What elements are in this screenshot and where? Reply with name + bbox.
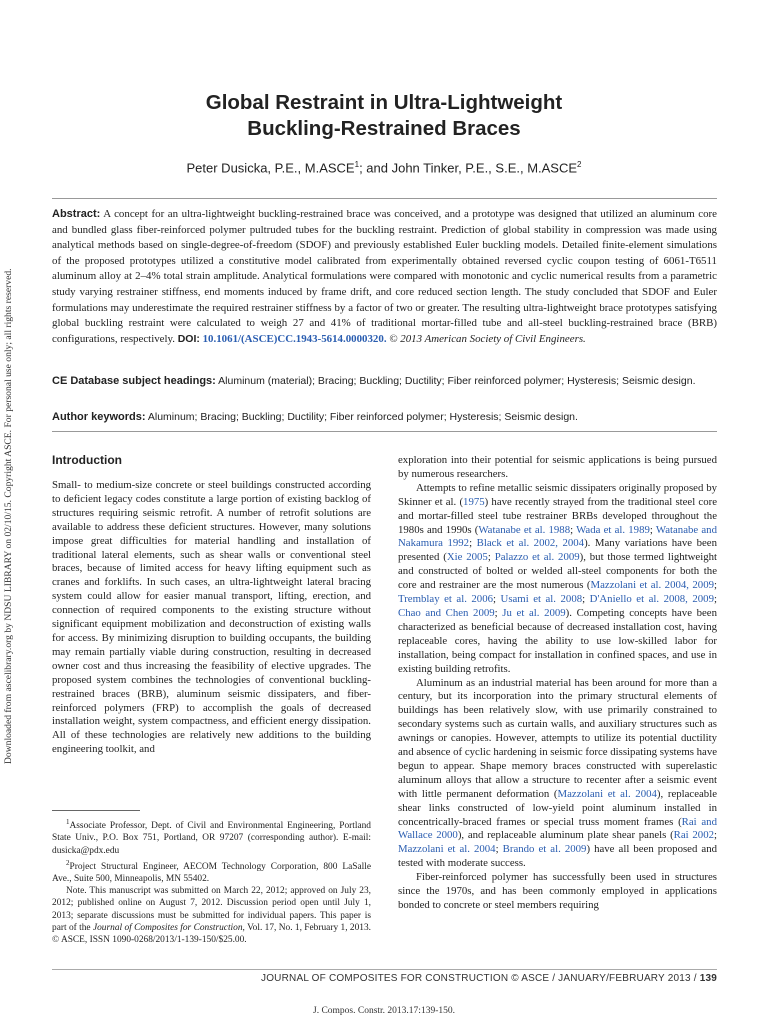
footnote-1 [52, 816, 371, 857]
footnotes [52, 816, 371, 946]
text-run: ; [495, 843, 503, 856]
abstract [52, 207, 717, 347]
citation-link[interactable]: D'Aniello et al. 2008, 2009 [589, 593, 714, 606]
text-run: ). Many variations have been presented ( [398, 537, 717, 564]
citation-link[interactable]: Palazzo et al. 2009 [494, 551, 580, 564]
doi-label: DOI: [177, 332, 200, 345]
citation-link[interactable]: Brando et al. 2009 [502, 843, 587, 856]
right-paragraph-0: exploration into their potential for seismic applications is being pursued by numerous researchers. [398, 454, 717, 480]
author-2-sup: 2 [577, 160, 582, 169]
text-run: ; [570, 523, 577, 536]
text-run: ; [714, 829, 717, 842]
title-line-2: Buckling-Restrained Braces [247, 117, 521, 140]
ce-headings [52, 374, 717, 390]
footer-rule [52, 969, 717, 970]
abstract-copyright: © 2013 American Society of Civil Engineers. [386, 332, 586, 345]
right-paragraph-1 [398, 482, 717, 677]
author-keywords-label: Author keywords: [52, 411, 146, 423]
citation-link[interactable]: Rai 2002 [673, 829, 714, 842]
author-keywords [52, 410, 717, 426]
author-1-sup: 1 [354, 160, 360, 169]
intro-paragraph-1: Small- to medium-size concrete or steel buildings constructed according to deficient legacy codes constitute a large portion of existing backlog of structures requiring seismic retrofit. A number of retrofit solutions are available to address these deficient structures. However, many solutions impose great difficulties for material handling and installation of traditional lateral elements, such as shear walls or conventional steel braces, because of limited access for heavy lifting equipment such as cranes and forklifts. In such cases, an ultra-lightweight lateral bracing system could allow for easier manual transport, lifting, erection, and connection of required components to the existing structure without significant equipment mobilization and deconstruction of existing walls for access. By minimizing disruption to building occupants, the building may remain partially viable during construction, resulting in decreased owner cost and thus increasing the feasibility of elective upgrades. The proposed system combines the technologies of conventional buckling-restrained braces (BRB), aluminum seismic dissipaters, and fiber-reinforced polymers (FRP) to accomplish the goals of decreased installation weight, system compactness, and efficient energy dissipation. All of these technologies are relatively new additions to the building engineering toolkit, and [52, 479, 371, 756]
text-run: Aluminum as an industrial material has been around for more than a century, but its incorporation into the primary structural elements of buildings has been relatively slow, with use primarily constrained to secondary systems such as curtain walls, and auxiliary structures such as awnings or canopies. However, attempts to utilize its potential ductility and absence of cyclic hardening in seismic force dissipating systems have begun to appear. Shape memory braces constructed with superelastic aluminum alloys that allow a structure to recenter after a seismic event with little permanent deformation ( [398, 676, 718, 800]
text-run: ). Competing concepts have been characterized as beneficial because of decreased installation cost, having replaceable cores, having the ability to use low-skilled labor for installation, being compact for installation in confined spaces, and use in existing building retrofits. [398, 606, 718, 675]
citation-link[interactable]: Watanabe et al. 1988 [478, 523, 571, 536]
author-keywords-text: Aluminum; Bracing; Buckling; Ductility; Fiber reinforced polymer; Hysteresis; Seismic design. [145, 411, 578, 423]
right-column [398, 454, 717, 913]
title-line-1: Global Restraint in Ultra-Lightweight [205, 91, 563, 114]
footnote-note [52, 885, 371, 946]
text-run: ), replaceable shear links constructed of low-yield point aluminum installed in concentrically-braced frames or special truss moment frames ( [398, 787, 717, 828]
page-number: 139 [699, 973, 717, 984]
citation-link[interactable]: Ju et al. 2009 [502, 606, 566, 619]
abstract-text: A concept for an ultra-lightweight buckling-restrained brace was conceived, and a prototype was designed that utilized an aluminum core and bundled glass fiber-reinforced polymer pultruded tubes for the buckling restraint. Prediction of global stability in compression was made using analytical methods based on single-degree-of-freedom (SDOF) and previously established Euler buckling models. Detailed finite-element simulations of the proposed prototypes utilized a constitutive model calibrated from experimentally obtained reversed cyclic coupon testing of 6061-T6511 aluminum alloy at 2–4% total strain amplitude. Analytical formulations were compared with monotonic and cyclic numerical results from a parametric study varying restrainer stiffness, end moments induced by frame drift, and core reduced section length. The study concluded that SDOF and Euler formulations may underestimate the required restrainer stiffness by a factor of two or greater. The resulting ultra-lightweight brace prototypes satisfying global buckling restraint were calculated to weigh 27 and 41% of traditional mortar-filled tube and all-steel buckling-restrained brace (BRB) configurations, respectively. [52, 208, 717, 345]
author-1: Peter Dusicka, P.E., M.ASCE [186, 160, 355, 176]
citation-link[interactable]: Chao and Chen 2009 [398, 606, 495, 619]
citation-link[interactable]: Watanabe and Nakamura 1992 [398, 523, 717, 550]
text-run: ), but those termed lightweight and constructed of bolted or welded all-steel components for both the core and restrainer are the most numerous ( [398, 551, 718, 592]
text-run: ; [714, 579, 717, 592]
citation-link[interactable]: Mazzolani et al. 2004 [557, 787, 657, 800]
text-run: ; [494, 606, 503, 619]
footnote-2-sup: 2 [66, 858, 70, 867]
footnote-rule [52, 810, 140, 811]
ce-headings-label: CE Database subject headings: [52, 375, 216, 387]
citation-link[interactable]: Mazzolani et al. 2004, 2009 [590, 579, 714, 592]
text-run: ; [487, 551, 495, 564]
footnote-1-text: Associate Professor, Dept. of Civil and Environmental Engineering, Portland State Univ., P.O. Box 751, Portland, OR 97207 (corresponding author). E-mail: dusicka@pdx.edu [52, 821, 371, 856]
author-separator: ; and John Tinker, P.E., S.E., M.ASCE [359, 160, 578, 176]
text-run: Attempts to refine metallic seismic dissipaters originally proposed by Skinner et al. ( [398, 481, 717, 508]
footnote-2-text: Project Structural Engineer, AECOM Technology Corporation, 800 LaSalle Ave., Suite 500, Minneapolis, MN 55402. [52, 861, 371, 885]
running-footer [52, 973, 717, 984]
citation-link[interactable]: Usami et al. 2008 [500, 593, 583, 606]
text-run: ; [649, 523, 656, 536]
note-text: Note. This manuscript was submitted on March 22, 2012; approved on July 23, 2012; published online on August 7, 2012. Discussion period open until July 1, 2013; separate discussions must be submitted for individual papers. This paper is part of the [52, 886, 371, 933]
citation-link[interactable]: Tremblay et al. 2006 [398, 593, 493, 606]
abstract-label: Abstract: [52, 208, 101, 220]
note-text: , Vol. 17, No. 1, February 1, 2013. © ASCE, ISSN 1090-0268/2013/1-139-150/$25.00. [52, 922, 372, 946]
left-column [52, 452, 371, 757]
text-run: ; [713, 593, 717, 606]
text-run: ) have all been proposed and tested with moderate success. [398, 843, 718, 870]
download-side-note: Downloaded from ascelibrary.org by NDSU LIBRARY on 02/10/15. Copyright ASCE. For personal use only; all rights reserved. [3, 268, 14, 764]
abstract-top-rule [52, 198, 717, 199]
citation-link[interactable]: Mazzolani et al. 2004 [398, 843, 496, 856]
text-run: ; [582, 593, 590, 606]
citation-line: J. Compos. Constr. 2013.17:139-150. [313, 1006, 455, 1016]
keywords-bottom-rule [52, 431, 717, 432]
citation-link[interactable]: 1975 [463, 495, 485, 508]
citation-link[interactable]: Xie 2005 [446, 551, 488, 564]
text-run: ) have recently strayed from the traditional steel core and mortar-filled steel tube restrainer BRBs developed throughout the 1980s and 1990s ( [398, 495, 717, 536]
footnote-1-sup: 1 [66, 818, 70, 826]
citation-link[interactable]: Wada et al. 1989 [576, 523, 650, 536]
text-run: ), and replaceable aluminum plate shear panels ( [457, 829, 674, 842]
paper-title [84, 90, 684, 142]
right-paragraph-3: Fiber-reinforced polymer has successfully been used in structures since the 1970s, and has been commonly employed in applications bonded to concrete or steel members requiring [398, 871, 717, 911]
note-journal-name: Journal of Composites for Construction [92, 922, 243, 933]
right-paragraph-2 [398, 677, 717, 872]
footer-journal: JOURNAL OF COMPOSITES FOR CONSTRUCTION © ASCE / JANUARY/FEBRUARY 2013 / [261, 973, 700, 984]
ce-headings-text: Aluminum (material); Bracing; Buckling; Ductility; Fiber reinforced polymer; Hysteresis; Seismic design. [215, 375, 696, 387]
footnote-2 [52, 857, 371, 886]
doi-link[interactable]: 10.1061/(ASCE)CC.1943-5614.0000320. [199, 332, 387, 345]
text-run: ; [493, 593, 501, 606]
citation-link[interactable]: Black et al. 2002, 2004 [476, 537, 585, 550]
section-heading-introduction: Introduction [52, 453, 122, 467]
citation-link[interactable]: Rai and Wallace 2000 [398, 815, 717, 842]
authors-line [84, 160, 684, 175]
text-run: ; [469, 537, 477, 550]
